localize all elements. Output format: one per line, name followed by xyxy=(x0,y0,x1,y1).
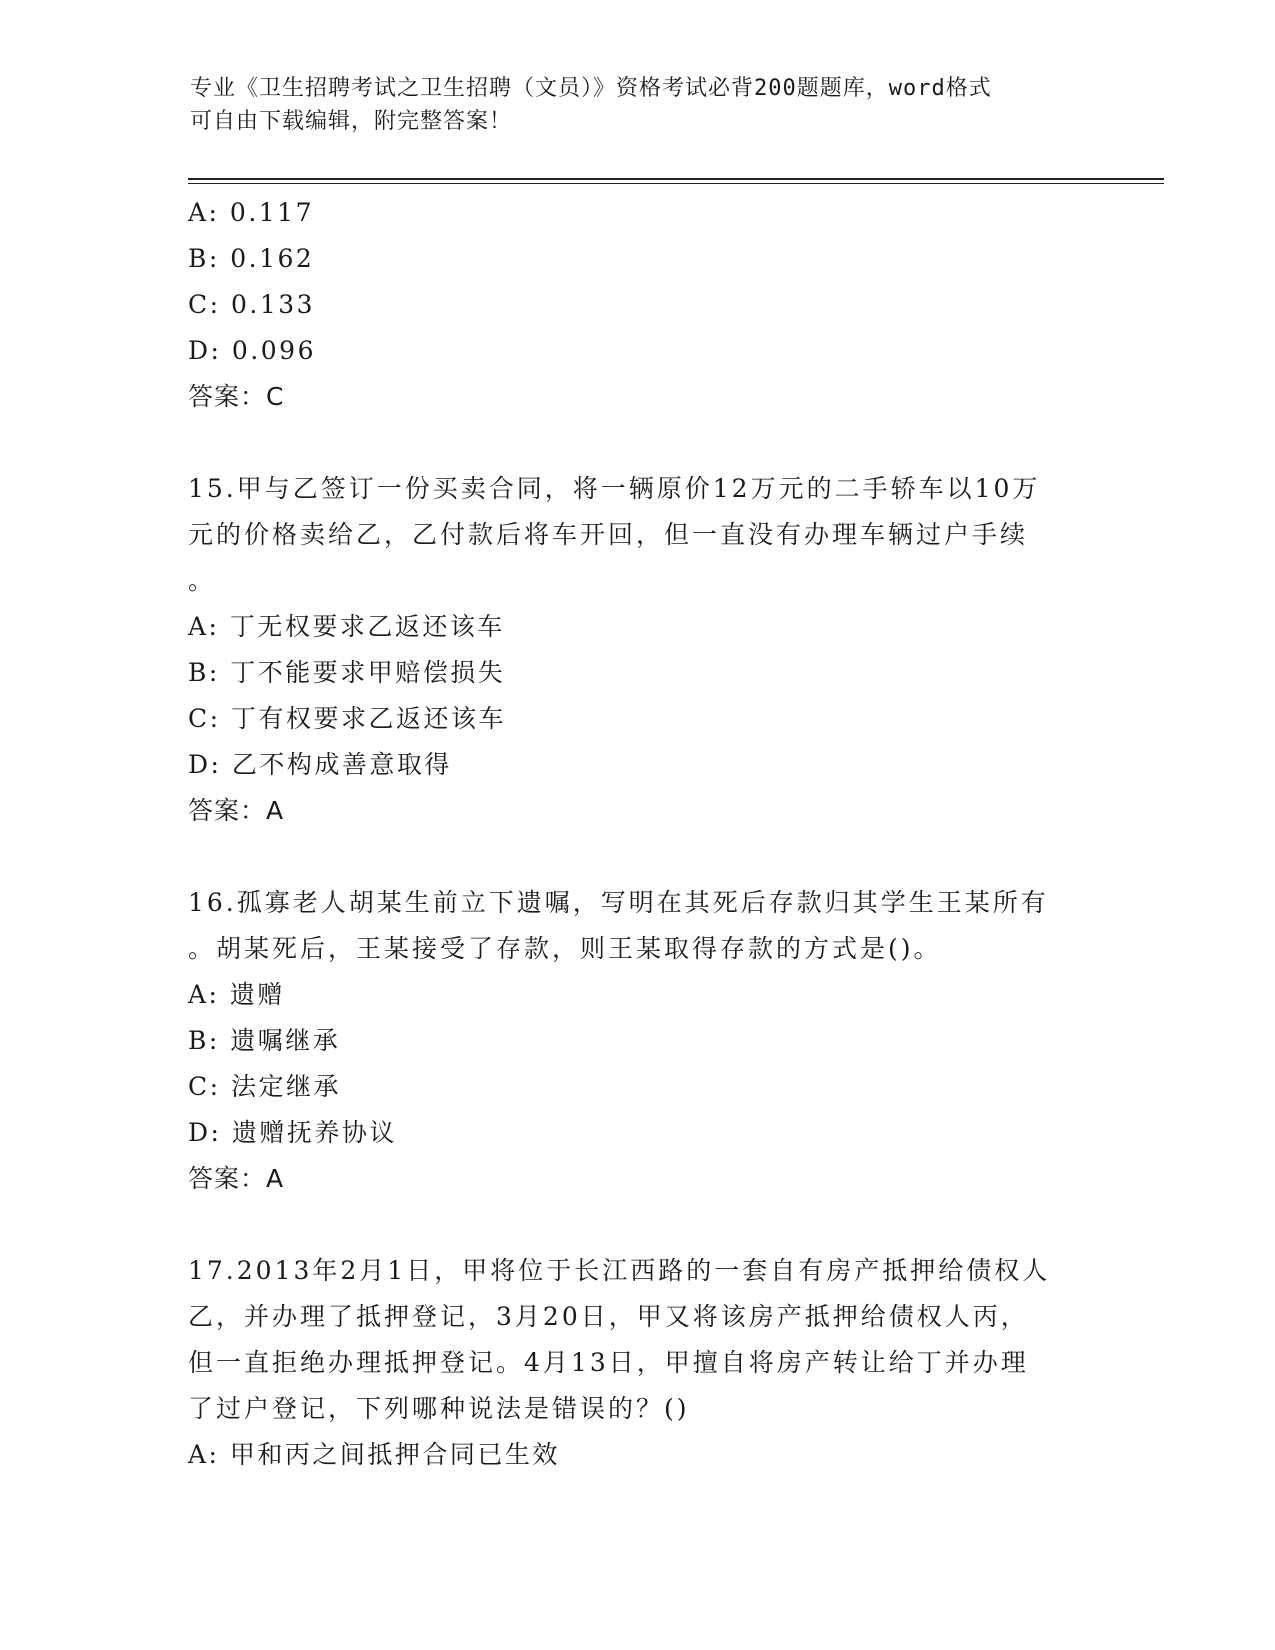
answer-line: 答案：A xyxy=(188,796,285,825)
stem-line: 16.孤寡老人胡某生前立下遗嘱，写明在其死后存款归其学生王某所有 xyxy=(188,888,1049,917)
option-a: A: 甲和丙之间抵押合同已生效 xyxy=(188,1440,560,1469)
header-divider xyxy=(188,178,1164,180)
option-c: C: 0.133 xyxy=(188,290,316,319)
question-14 xyxy=(188,190,1088,420)
option-c: C: 法定继承 xyxy=(188,1072,341,1101)
option-d: D: 乙不构成善意取得 xyxy=(188,750,452,779)
header-line-1: 专业《卫生招聘考试之卫生招聘（文员）》资格考试必背200题题库，word格式 xyxy=(190,76,992,101)
option-b: B: 丁不能要求甲赔偿损失 xyxy=(188,658,506,687)
answer-line: 答案：A xyxy=(188,1164,285,1193)
document-header xyxy=(190,72,1090,138)
header-line-2: 可自由下载编辑，附完整答案！ xyxy=(190,109,513,134)
option-a: A: 丁无权要求乙返还该车 xyxy=(188,612,505,641)
option-d: D: 遗赠抚养协议 xyxy=(188,1118,397,1147)
question-list xyxy=(188,190,1088,1478)
question-stem xyxy=(188,880,1088,972)
header-divider-thin xyxy=(188,183,1164,184)
option-a: A: 遗赠 xyxy=(188,980,285,1009)
question-17 xyxy=(188,1248,1088,1478)
option-c: C: 丁有权要求乙返还该车 xyxy=(188,704,506,733)
stem-line: 17.2013年2月1日，甲将位于长江西路的一套自有房产抵押给债权人 xyxy=(188,1256,1051,1285)
stem-line: 。胡某死后，王某接受了存款，则王某取得存款的方式是()。 xyxy=(188,934,942,963)
option-b: B: 遗嘱继承 xyxy=(188,1026,341,1055)
spacer xyxy=(188,1202,1088,1248)
spacer xyxy=(188,420,1088,466)
option-a: A: 0.117 xyxy=(188,198,314,227)
stem-line: 。 xyxy=(188,566,217,595)
option-d: D: 0.096 xyxy=(188,336,316,365)
question-16 xyxy=(188,880,1088,1202)
stem-line: 但一直拒绝办理抵押登记。4月13日，甲擅自将房产转让给丁并办理 xyxy=(188,1348,1029,1377)
spacer xyxy=(188,834,1088,880)
question-15 xyxy=(188,466,1088,834)
stem-line: 乙，并办理了抵押登记，3月20日，甲又将该房产抵押给债权人丙， xyxy=(188,1302,1029,1331)
stem-line: 元的价格卖给乙，乙付款后将车开回，但一直没有办理车辆过户手续 xyxy=(188,520,1029,549)
answer-line: 答案：C xyxy=(188,382,285,411)
option-b: B: 0.162 xyxy=(188,244,315,273)
question-stem xyxy=(188,1248,1088,1432)
stem-line: 15.甲与乙签订一份买卖合同，将一辆原价12万元的二手轿车以10万 xyxy=(188,474,1041,503)
question-stem xyxy=(188,466,1088,604)
stem-line: 了过户登记，下列哪种说法是错误的？() xyxy=(188,1394,690,1423)
